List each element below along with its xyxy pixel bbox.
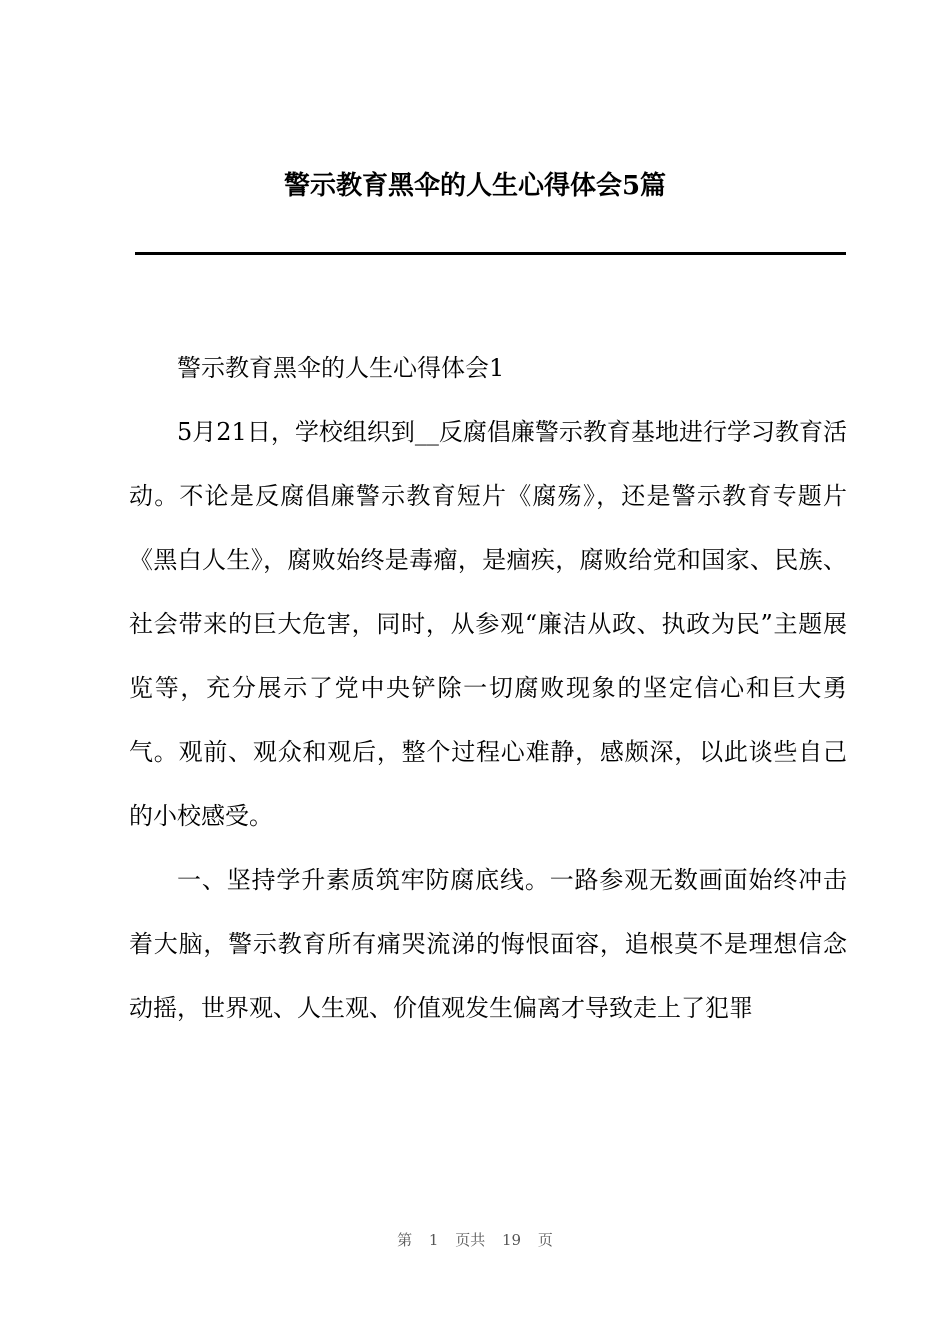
paragraph-2: 一、坚持学升素质筑牢防腐底线。一路参观无数画面始终冲击着大脑，警示教育所有痛哭流涕的悔恨面容，追根莫不是理想信念动摇，世界观、人生观、价值观发生偏离才导致走上了犯罪 xyxy=(129,866,847,1022)
paragraph-1: 5月21日，学校组织到__反腐倡廉警示教育基地进行学习教育活动。不论是反腐倡廉警示教育短片《腐殇》，还是警示教育专题片《黑白人生》，腐败始终是毒瘤，是痼疾，腐败给党和国家、民族、社会带来的巨大危害，同时，从参观“廉洁从政、执政为民”主题展览等，充分展示了党中央铲除一切腐败现象的坚定信心和巨大勇气。观前、观众和观后，整个过程心难静，感颇深，以此谈些自己的小校感受。 xyxy=(129,418,847,830)
page-footer xyxy=(0,1228,950,1252)
footer-label-end: 页 xyxy=(537,1231,553,1249)
document-body xyxy=(129,336,847,1040)
section-heading: 警示教育黑伞的人生心得体会1 xyxy=(177,354,505,382)
page-title: 警示教育黑伞的人生心得体会5篇 xyxy=(283,171,667,201)
footer-current-page: 1 xyxy=(428,1231,439,1249)
footer-total-pages: 19 xyxy=(502,1231,522,1249)
title-divider xyxy=(135,252,846,255)
footer-label-page: 第 xyxy=(397,1231,413,1249)
footer-label-total: 页共 xyxy=(455,1231,486,1249)
